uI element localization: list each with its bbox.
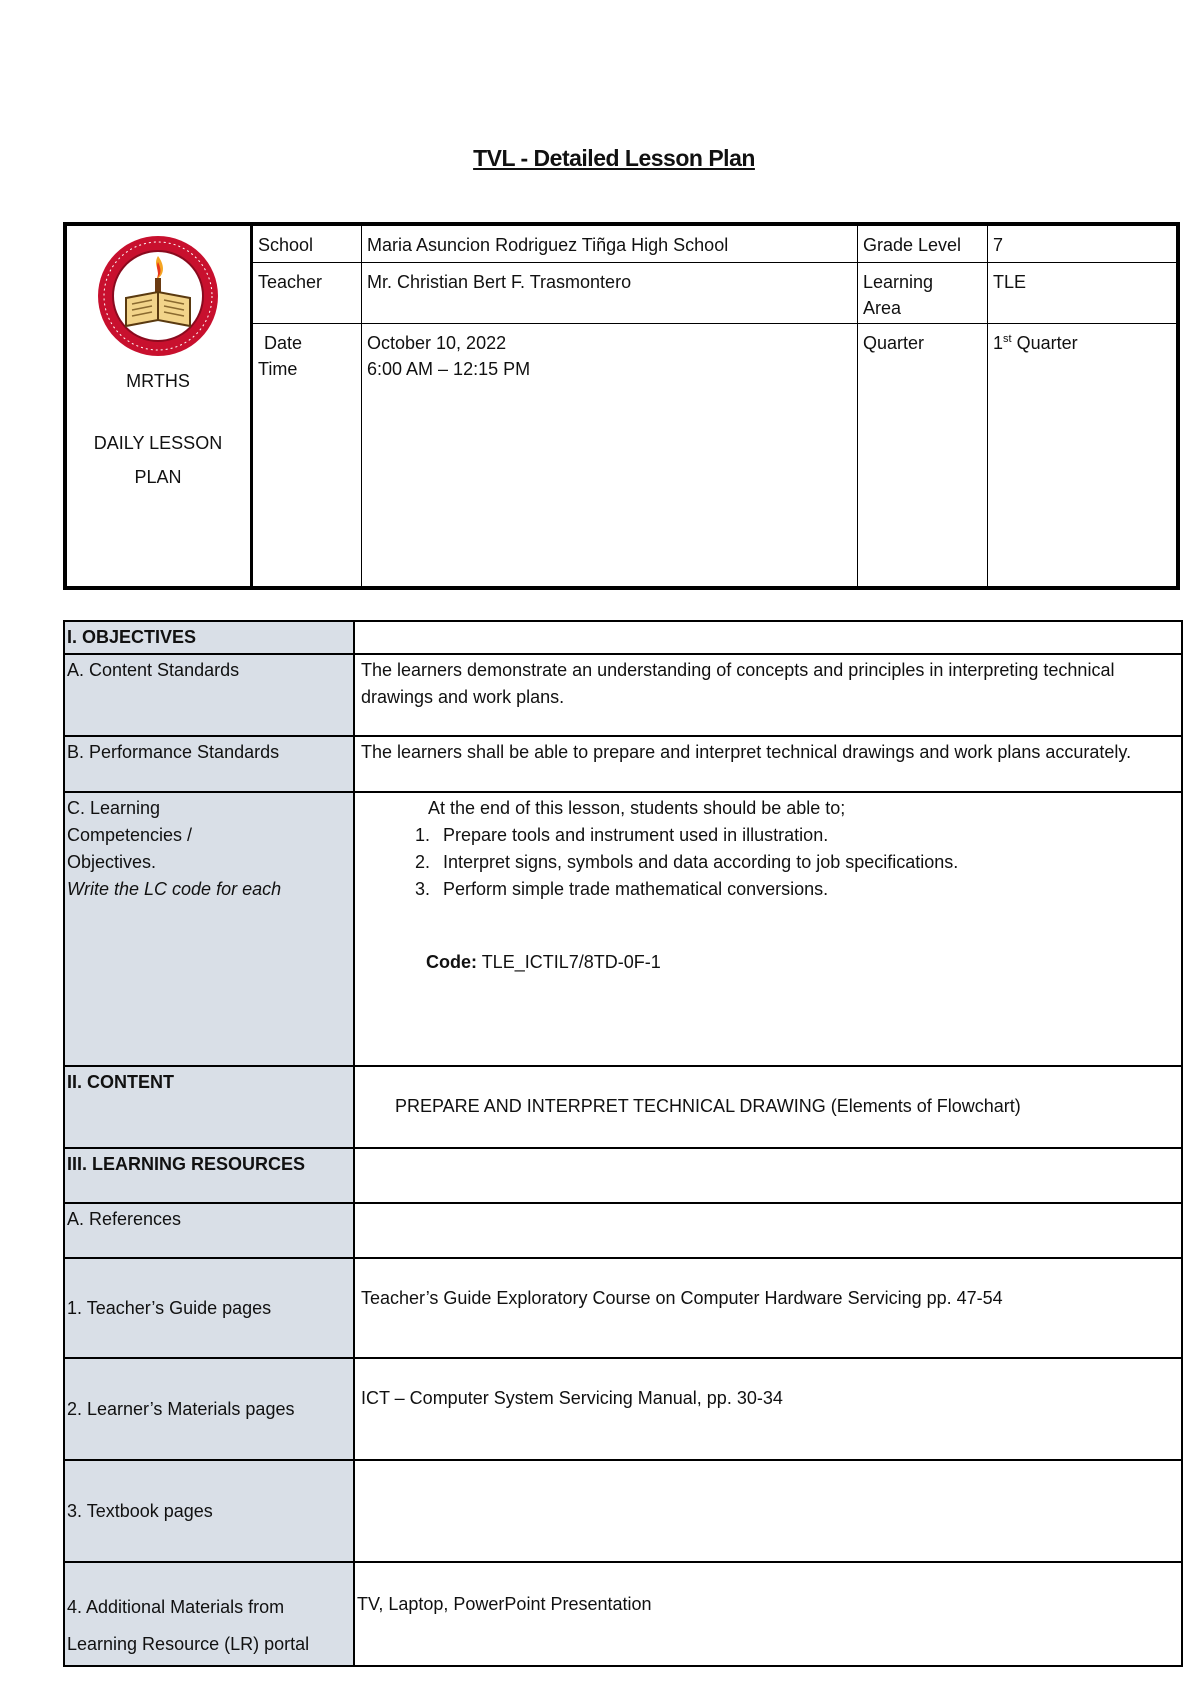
logo-cell <box>65 224 252 588</box>
learning-competencies-value: At the end of this lesson, students should be able to; 1. Prepare tools and instrument used in illustration. 2. Interpret signs, symbols and data according to job specifications. 3. Perform simple trade mathematical conversions. Code: TLE_ICTIL7/8TD-0F-1 <box>354 792 1182 1066</box>
school-label: School <box>252 224 362 262</box>
teacher-label: Teacher <box>252 262 362 323</box>
list-item: 3. Perform simple trade mathematical conversions. <box>435 876 1177 903</box>
learning-resources-heading: III. LEARNING RESOURCES <box>64 1148 354 1203</box>
date-time-label: Date Time <box>252 323 362 588</box>
objectives-list <box>357 822 1177 903</box>
textbook-value <box>354 1460 1182 1562</box>
performance-standards-label: B. Performance Standards <box>64 736 354 792</box>
grade-value: 7 <box>988 224 1179 262</box>
teachers-guide-value: Teacher’s Guide Exploratory Course on Computer Hardware Servicing pp. 47-54 <box>354 1258 1182 1358</box>
logo-label: MRTHS <box>126 371 190 391</box>
learning-resources-value <box>354 1148 1182 1203</box>
learners-materials-label: 2. Learner’s Materials pages <box>64 1358 354 1460</box>
performance-standards-value: The learners shall be able to prepare and interpret technical drawings and work plans accurately. <box>354 736 1182 792</box>
school-seal-icon <box>96 234 220 358</box>
additional-materials-label: 4. Additional Materials from Learning Resource (LR) portal <box>64 1562 354 1666</box>
page-title: TVL - Detailed Lesson Plan <box>473 145 755 171</box>
header-table <box>63 222 1180 590</box>
school-value: Maria Asuncion Rodriguez Tiñga High School <box>362 224 858 262</box>
references-label: A. References <box>64 1203 354 1258</box>
quarter-value: 1st Quarter <box>988 323 1179 588</box>
grade-label: Grade Level <box>858 224 988 262</box>
learning-area-value: TLE <box>988 262 1179 323</box>
list-item: 1. Prepare tools and instrument used in illustration. <box>435 822 1177 849</box>
logo-sub-1: DAILY LESSON <box>93 433 223 453</box>
teacher-value: Mr. Christian Bert F. Trasmontero <box>362 262 858 323</box>
quarter-label: Quarter <box>858 323 988 588</box>
objectives-value <box>354 621 1182 654</box>
lesson-plan-table <box>63 620 1183 1667</box>
content-value: PREPARE AND INTERPRET TECHNICAL DRAWING (Elements of Flowchart) <box>354 1066 1182 1148</box>
additional-materials-value: TV, Laptop, PowerPoint Presentation <box>354 1562 1182 1666</box>
content-heading: II. CONTENT <box>64 1066 354 1148</box>
textbook-label: 3. Textbook pages <box>64 1460 354 1562</box>
learning-competencies-label: C. Learning Competencies / Objectives. Write the LC code for each <box>64 792 354 1066</box>
content-standards-value: The learners demonstrate an understanding of concepts and principles in interpreting technical drawings and work plans. <box>354 654 1182 736</box>
learning-area-label: Learning Area <box>858 262 988 323</box>
learners-materials-value: ICT – Computer System Servicing Manual, pp. 30-34 <box>354 1358 1182 1460</box>
logo-sub-2: PLAN <box>134 467 182 487</box>
content-standards-label: A. Content Standards <box>64 654 354 736</box>
teachers-guide-label: 1. Teacher’s Guide pages <box>64 1258 354 1358</box>
list-item: 2. Interpret signs, symbols and data according to job specifications. <box>435 849 1177 876</box>
date-time-value: October 10, 2022 6:00 AM – 12:15 PM <box>362 323 858 588</box>
references-value <box>354 1203 1182 1258</box>
objectives-heading: I. OBJECTIVES <box>64 621 354 654</box>
lc-code: Code: TLE_ICTIL7/8TD-0F-1 <box>426 952 661 972</box>
